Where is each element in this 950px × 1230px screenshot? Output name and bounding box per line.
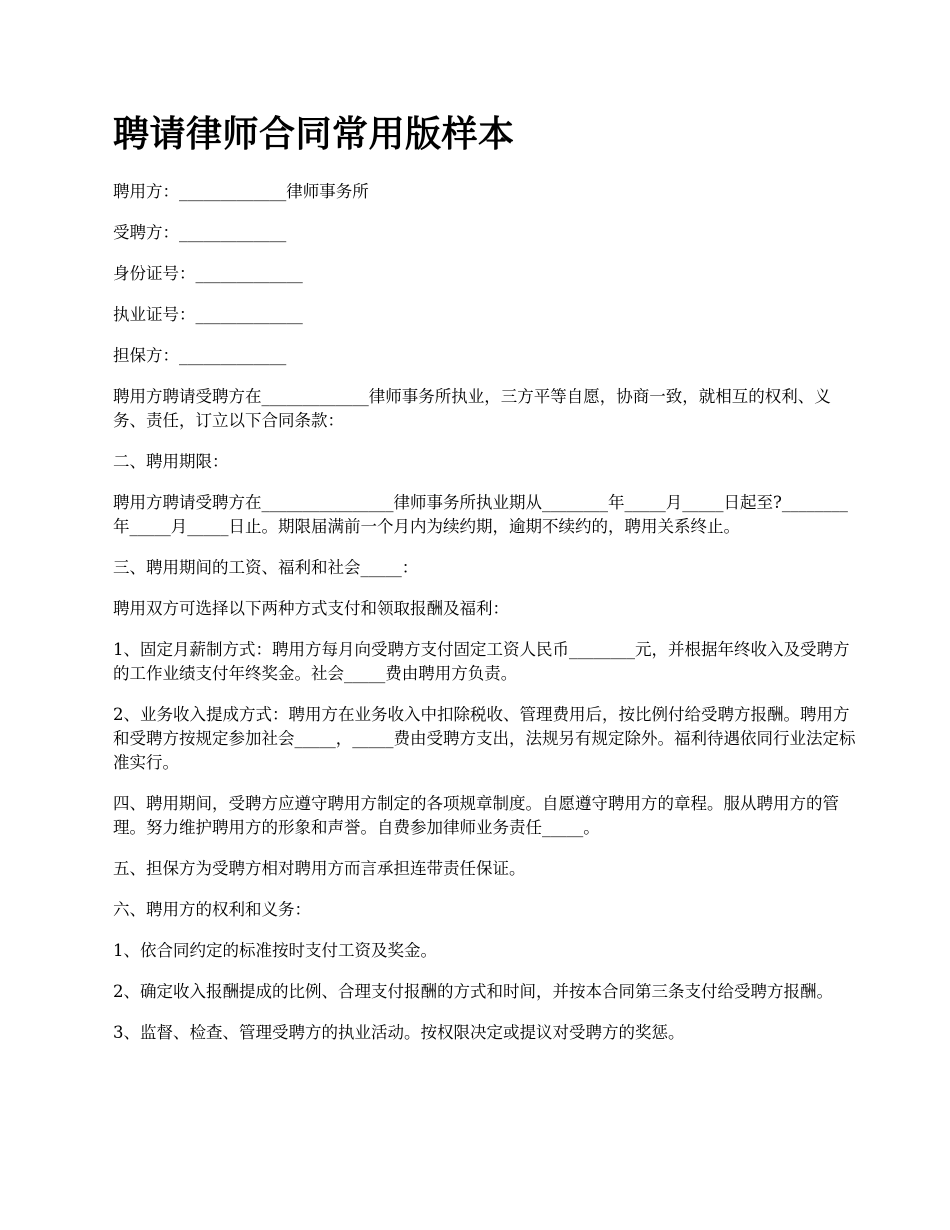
id-number-line: 身份证号：_____________ [113,264,303,283]
document-title: 聘请律师合同常用版样本 [113,114,515,155]
term-paragraph: 聘用方聘请受聘方在________________律师事务所执业期从________年_____月_____日起至?________年_____月_____日止。期限届满前一个月内为续约期，逾期不续约的，聘用关系终止。 [113,493,848,536]
section-heading-salary: 三、聘用期间的工资、福利和社会_____： [113,558,419,577]
employee-line: 受聘方：_____________ [113,223,287,242]
section-five-paragraph: 五、担保方为受聘方相对聘用方而言承担连带责任保证。 [113,859,526,878]
section-four-paragraph: 四、聘用期间，受聘方应遵守聘用方制定的各项规章制度。自愿遵守聘用方的章程。服从聘用方的管理。努力维护聘用方的形象和声誉。自费参加律师业务责任_____。 [113,794,839,837]
license-number-line: 执业证号：_____________ [113,305,303,324]
rights-item-1: 1、依合同约定的标准按时支付工资及奖金。 [113,941,437,960]
section-heading-rights: 六、聘用方的权利和义务： [113,900,311,919]
payment-intro-paragraph: 聘用双方可选择以下两种方式支付和领取报酬及福利： [113,599,509,618]
preamble-paragraph: 聘用方聘请受聘方在_____________律师事务所执业，三方平等自愿，协商一致，就相互的权利、义务、责任，订立以下合同条款： [113,387,831,430]
document-page [113,110,858,1062]
employer-line: 聘用方：_____________律师事务所 [113,182,369,201]
rights-item-2: 2、确定收入报酬提成的比例、合理支付报酬的方式和时间，并按本合同第三条支付给受聘方报酬。 [113,982,833,1001]
section-heading-term: 二、聘用期限： [113,452,229,471]
fixed-salary-paragraph: 1、固定月薪制方式：聘用方每月向受聘方支付固定工资人民币________元，并根据年终收入及受聘方的工作业绩支付年终奖金。社会_____费由聘用方负责。 [113,640,850,683]
commission-paragraph: 2、业务收入提成方式：聘用方在业务收入中扣除税收、管理费用后，按比例付给受聘方报酬。聘用方和受聘方按规定参加社会_____，_____费由受聘方支出，法规另有规定除外。福利待遇依同行业法定标准实行。 [113,705,856,772]
guarantor-line: 担保方：_____________ [113,346,287,365]
rights-item-3: 3、监督、检查、管理受聘方的执业活动。按权限决定或提议对受聘方的奖惩。 [113,1023,685,1042]
